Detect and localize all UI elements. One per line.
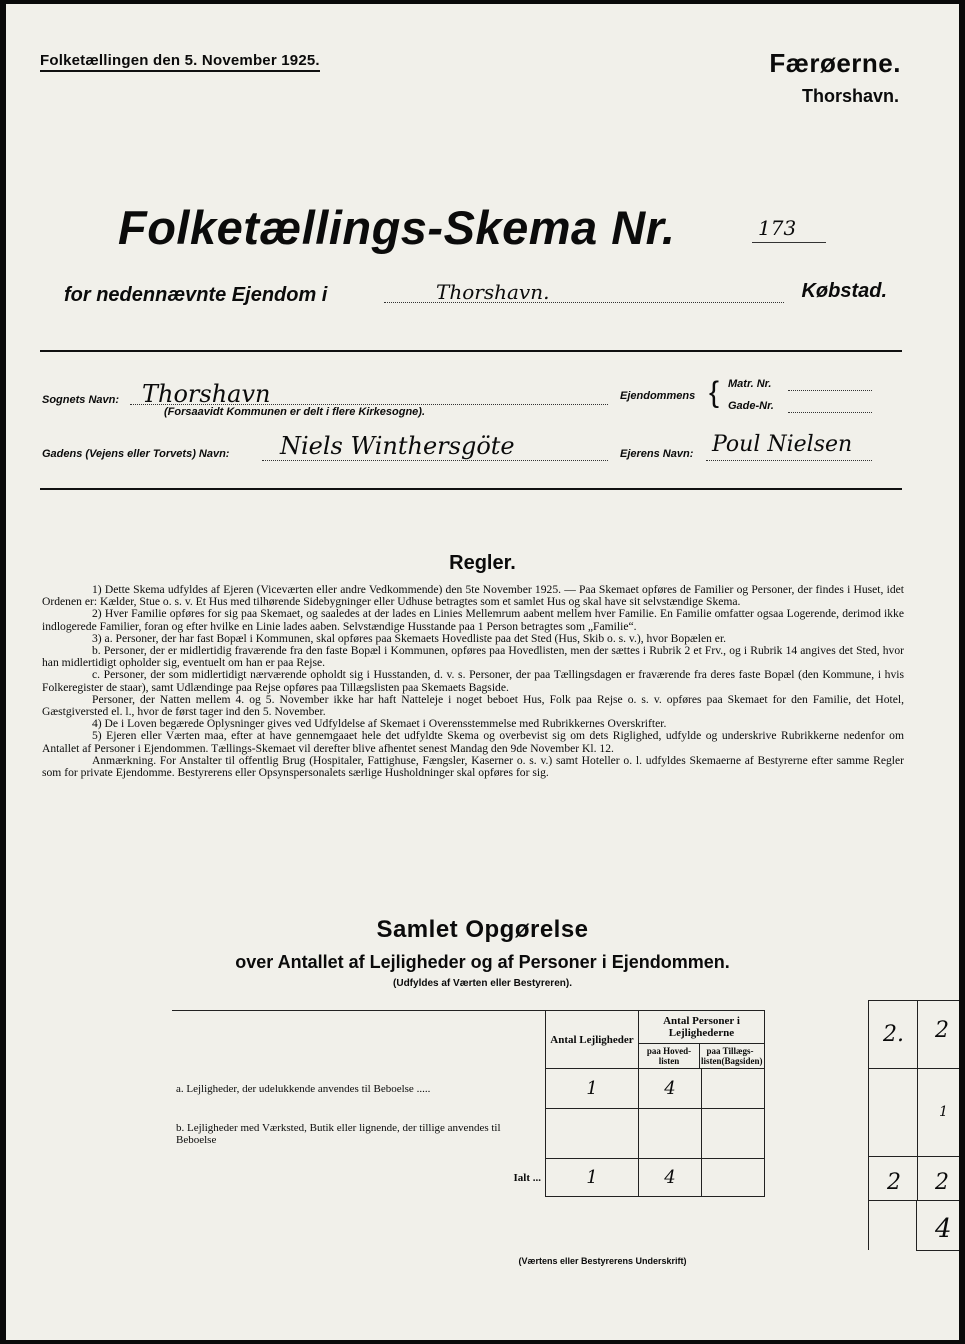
owner-line [706, 460, 872, 461]
form-number-line [752, 242, 826, 243]
rule-paragraph: 2) Hver Familie opføres for sig paa Skemaet, og saaledes at der lades en Linies Mellemrum aabent mellem hver Familie. En Familie omfatter ogsaa Logerende, derimod ikke indlogerede Familier, foran og efter hvilke en Linie lades aaben. Selvstændige Husstande paa 1 Person betragtes som „Familie“. [42, 607, 904, 633]
parish-note: (Forsaavidt Kommunen er delt i flere Kirkesogne). [164, 406, 426, 418]
census-form-sheet [6, 4, 959, 1340]
summary-row-total: Ialt ... 1 4 [172, 1159, 765, 1197]
form-number-handwritten: 173 [758, 216, 797, 240]
matr-line [788, 390, 872, 391]
total-apartments: 1 [546, 1159, 639, 1197]
property-label: for nedennævnte Ejendom i [64, 284, 328, 306]
property-line [384, 302, 784, 303]
census-date-header: Folketællingen den 5. November 1925. [40, 52, 320, 72]
parish-value-handwritten: Thorshavn [142, 380, 271, 408]
col-apartments: Antal Lejligheder [546, 1011, 639, 1069]
rule-paragraph: b. Personer, der er midlertidig fraværende fra den faste Bopæl i Kommunen, opføres paa Hovedlisten, men der sættes i Rubrik 2 et Frv., og i Rubrik 14 angives det Sted, hvor han midlertidigt opholder sig, eventuelt om han er paa Rejse. [42, 644, 904, 670]
form-title: Folketællings-Skema Nr. [118, 201, 676, 254]
parish-label: Sognets Navn: [42, 394, 120, 406]
row-a-main-persons: 4 [639, 1069, 702, 1109]
rule-paragraph: Personer, der Natten mellem 4. og 5. November ikke har haft Natteleje i noget beboet Hus, Folk paa Rejse o. s. v. opføres paa Skemaet for den Familie, det Hotel, Gæstgiversted el. l., hvor de først tager ind den 5. November. [42, 692, 904, 719]
street-line [262, 460, 608, 461]
gade-nr-line [788, 412, 872, 413]
tally-r1c2: 2 [935, 1018, 949, 1043]
rule-paragraph: c. Personer, der som midlertidigt nærværende opholdt sig i Husstanden, d. v. s. Personer, der paa Tællingsdagen er fraværende fra deres faste Bopæl (den Kommune, i hvis Folkeregister de staar), samt Udlændinge paa Rejse opføres paa Tillægslisten paa Skemaets Bagside. [42, 668, 904, 694]
parish-line [130, 404, 608, 405]
gade-nr-label: Gade-Nr. [728, 400, 774, 412]
summary-heading: Samlet Opgørelse [376, 916, 589, 943]
rule-paragraph: 1) Dette Skema udfyldes af Ejeren (Viceværten eller andre Vedkommende) den 5te November 1925. — Paa Skemaet opføres de Familier og Personer, der findes i Huset, idet Ordenen er: Kælder, Stue o. s. v. Et Hus med tilhørende Sidebygninger eller Udhuse betragtes som et samlet Hus og skal have sit selvstændige Skema. [42, 583, 904, 609]
total-main-persons: 4 [639, 1159, 702, 1197]
mid-divider [40, 488, 902, 490]
signature-note: (Værtens eller Bestyrerens Underskrift) [518, 1256, 687, 1266]
rule-paragraph: Anmærkning. For Anstalter til offentlig Brug (Hospitaler, Fattighuse, Fængsler, Kaserner o. s. v.) samt Hoteller o. l. udfyldes Skemaerne af Bestyrerne efter samme Regler som for private Ejendomme. Bestyrerens eller Opsynspersonalets særlige Husholdninger skal opføres for sig. [42, 753, 904, 780]
rule-paragraph: 5) Ejeren eller Værten maa, efter at have gennemgaaet hele det udfyldte Skema og overbevist sig om dets Riglighed, udfylde og underskrive Rubrikkerne nedenfor om Antallet af Personer i Ejendommen. Tællings-Skemaet vil derefter blive afhentet senest Mandag den 9de November Kl. 12. [42, 729, 904, 755]
top-divider [40, 350, 902, 352]
property-ids-label: Ejendommens [620, 390, 696, 402]
row-a-label: a. Lejligheder, der udelukkende anvendes til Beboelse [176, 1082, 414, 1095]
rule-paragraph: 3) a. Personer, der har fast Bopæl i Kommunen, skal opføres paa Skemaets Hovedliste paa det Sted (Hus, Skib o. s. v.), hvor Bopælen er. [92, 631, 727, 645]
rules-heading: Regler. [449, 552, 516, 574]
rules-text [42, 584, 904, 779]
street-value-handwritten: Niels Winthersgöte [280, 432, 515, 460]
total-label: Ialt [513, 1171, 530, 1184]
tally-r2c2: 1 [939, 1104, 948, 1120]
tally-r3c2: 2 [935, 1170, 949, 1195]
summary-row-b [172, 1109, 765, 1159]
owner-label: Ejerens Navn: [620, 448, 694, 460]
side-tally-boxes [868, 1000, 959, 1250]
owner-value-handwritten: Poul Nielsen [712, 432, 853, 457]
matr-label: Matr. Nr. [728, 378, 772, 390]
town-type-label: Købstad. [801, 280, 887, 302]
town-header: Thorshavn. [801, 86, 899, 106]
tally-r4c2: 4 [935, 1214, 952, 1244]
street-label: Gadens (Vejens eller Torvets) Navn: [42, 448, 230, 460]
col-persons: Antal Personer i Lejlighederne [639, 1011, 764, 1044]
country-header: Færøerne. [769, 48, 901, 78]
col-main-list: paa Hoved-listen [639, 1044, 700, 1068]
tally-r1c1: 2. [883, 1022, 904, 1047]
summary-header-row [172, 1011, 765, 1069]
row-b-label: b. Lejligheder med Værksted, Butik eller lignende, der tillige anvendes til Beboelse [176, 1121, 501, 1146]
summary-table [172, 1010, 765, 1197]
row-a-apartments: 1 [546, 1069, 639, 1109]
property-town-handwritten: Thorshavn. [436, 280, 550, 304]
summary-subheading: over Antallet af Lejligheder og af Personer i Ejendommen. [235, 952, 730, 972]
rule-paragraph: 4) De i Loven begærede Oplysninger gives ved Udfyldelse af Skemaet i Overensstemmelse med Rubrikkernes Overskrifter. [92, 717, 667, 731]
summary-note: (Udfyldes af Værten eller Bestyreren). [393, 978, 572, 989]
summary-row-a: a. Lejligheder, der udelukkende anvendes til Beboelse ..... 1 4 [172, 1069, 765, 1109]
tally-r3c1: 2 [887, 1170, 901, 1195]
col-supplement-list: paa Tillægs-listen(Bagsiden) [701, 1046, 763, 1066]
brace: { [709, 376, 720, 409]
